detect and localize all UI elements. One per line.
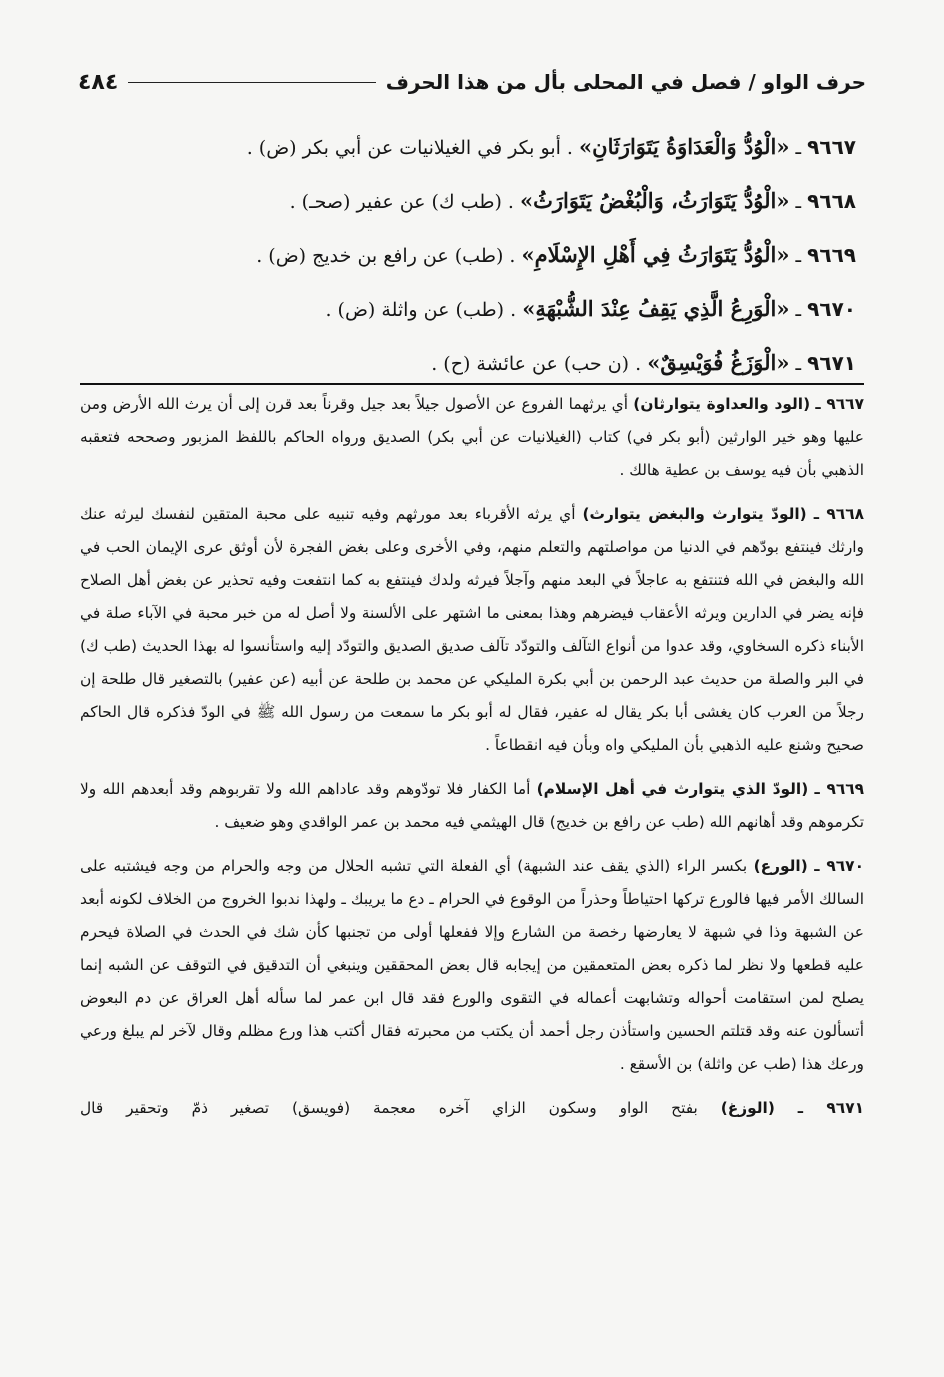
commentary-line: الأعقاب فيضرهم وهذا بمعنى ما اشتهر على الألسنة ولا أصل له من خبر محبة في الآباء صلة في الأبناء [80, 604, 864, 655]
commentary-section [80, 388, 864, 1125]
commentary-line: الشارع وإلا ففعلها أولى من تجنبها كأن شك في الحدث في الصلاة فيحرم عليه قطعها ولا نظر لما ذكره [80, 923, 864, 974]
commentary-line: ما يريبك ـ ولهذا ندبوا الخروج من الخلاف لكونه أبعد عن الشبهة وذا في شبهة لا يعارضها رخصة من [80, 890, 864, 941]
hadith-entry [100, 120, 856, 174]
hadith-text: «الْوَرِعُ الَّذِي يَقِفُ عِنْدَ الشُّبْهَةِ» [522, 296, 790, 321]
hadith-reference: . (طب) عن واثلة (ض) . [325, 299, 517, 321]
hadith-text: «الْوُدُّ يَتَوَارَثُ فِي أَهْلِ الإِسْلَامِ» [521, 242, 790, 267]
commentary-line: تقربوهم وقد أبعدهم الله ولا تكرموهم وقد أهانهم الله (طب عن رافع بن خديج) قال الهيثمي فيه [80, 780, 864, 831]
commentary-number: ٩٦٦٧ ـ [815, 395, 864, 413]
hadith-text: «الْوَزَغُ فُوَيْسِقٌ» [647, 350, 790, 375]
commentary-paragraph [80, 1092, 864, 1125]
commentary-line: بكسر الراء (الذي يقف عند الشبهة) أي الفعلة التي تشبه الحلال من وجه [276, 857, 748, 875]
commentary-line: بفتح الواو وسكون الزاي آخره معجمة (فويسق) تصغير ذمّ وتحقير قال [80, 1099, 698, 1117]
hadith-text: «الْوُدُّ يَتَوَارَثُ، وَالْبُغْضُ يَتَوَارَثُ» [519, 188, 790, 213]
hadith-number: ٩٦٦٩ [807, 243, 856, 267]
footnote-separator [80, 383, 864, 385]
commentary-number: ٩٦٧٠ ـ [814, 857, 864, 875]
hadith-entry [100, 336, 856, 390]
commentary-line: وآجلاً فيرثه ولدك فينتفع به كما انتفعت وفيه تحذير عن بغض أهل الصلاح فإنه يضر في الدارين ويرثه [80, 571, 864, 622]
commentary-paragraph [80, 850, 864, 1081]
commentary-line: بعض المتعمقين من إيجابه قال بعض المحققين وينبغي أن التدقيق في التوقف عن الشبه إنما يصلح لمن [80, 956, 864, 1007]
commentary-line: أي يرثه الأقرباء بعد مورثهم وفيه تنبيه على محبة [255, 505, 576, 523]
page-number: ٤٨٤ [78, 69, 119, 95]
hadith-dash: ـ [795, 245, 802, 267]
hadith-reference: . (ن حب) عن عائشة (ح) . [431, 353, 642, 375]
commentary-key: (الود والعداوة يتوارثان) [633, 395, 811, 413]
commentary-line: إلى أن يرث الله الأرض ومن عليها وهو خير الوارثين (أبو بكر في) كتاب (الغيلانيات عن أبي بكر) [80, 395, 864, 446]
running-head: حرف الواو / فصل في المحلى بأل من هذا الحرف [385, 70, 866, 94]
hadith-entry [100, 174, 856, 228]
hadith-dash: ـ [795, 353, 802, 375]
commentary-line: أما الكفار فلا تودّوهم وقد عاداهم الله ولا [266, 780, 531, 798]
hadith-number: ٩٦٧١ [807, 351, 856, 375]
commentary-number: ٩٦٧١ ـ [797, 1099, 864, 1117]
commentary-key: (الوزغ) [720, 1099, 775, 1117]
commentary-line: البعوض أتسألون عنه وقد قتلتم الحسين واستأذن رجل أحمد أن يكتب من محبرته فقال أكتب هذا ورع [80, 989, 864, 1040]
hadith-number: ٩٦٧٠ [807, 297, 856, 321]
commentary-line: استقامت أحواله وتشابهت أعماله في التقوى والورع فقد قال ابن عمر لما سأله أهل العراق عن دم [134, 989, 792, 1007]
commentary-line: مظلم وقال لآخر لم يبلغ ورعي ورعك هذا (طب عن واثلة) بن الأسقع . [80, 1022, 864, 1073]
hadith-entry [100, 282, 856, 336]
hadith-dash: ـ [795, 299, 802, 321]
hadith-dash: ـ [795, 191, 802, 213]
hadith-number: ٩٦٦٨ [807, 189, 856, 213]
commentary-paragraph [80, 773, 864, 839]
hadith-dash: ـ [795, 137, 802, 159]
hadith-reference: . أبو بكر في الغيلانيات عن أبي بكر (ض) . [246, 137, 573, 159]
commentary-line: الصديق ورواه الحاكم باللفظ المزبور وصححه فتعقبه الذهبي بأن فيه يوسف بن عطية هالك . [80, 428, 864, 479]
commentary-number: ٩٦٦٨ ـ [813, 505, 864, 523]
commentary-line: أبو بكر ما سمعت من رسول الله ﷺ في الودّ فذكره قال الحاكم صحيح وشنع عليه الذهبي بأن المليكي [80, 703, 864, 754]
page-header [78, 62, 866, 102]
commentary-key: (الورع) [753, 857, 808, 875]
hadith-entry [100, 228, 856, 282]
commentary-key: (الودّ يتوارث والبغض يتوارث) [582, 505, 807, 523]
commentary-key: (الودّ الذي يتوارث في أهل الإسلام) [536, 780, 809, 798]
commentary-line: أي يرثهما الفروع عن الأصول جيلاً بعد جيل وقرناً بعد قرن [265, 395, 629, 413]
commentary-line: عن أبيه (عن عفير) بالتصغير قال طلحة إن رجلاً من العرب كان يغشى أبا بكر يقال له عفير، فقال له [80, 670, 864, 721]
commentary-line: واه وبأن فيه انقطاعاً . [485, 736, 625, 754]
hadith-reference: . (طب ك) عن عفير (صحـ) . [289, 191, 514, 213]
commentary-number: ٩٦٦٩ ـ [814, 780, 865, 798]
hadith-number: ٩٦٦٧ [807, 135, 856, 159]
hadith-list [100, 120, 856, 390]
commentary-line: وعلى بغض الفجرة لأن أوثق عرى الإيمان الحب في الله والبغض في الله فتنتفع به عاجلاً في البعد منهم [80, 538, 864, 589]
hadith-text: «الْوُدُّ وَالْعَدَاوَةُ يَتَوَارَثَانِ» [579, 134, 790, 159]
commentary-line: بهذا الحديث (طب ك) في البر والصلة من حديث عبد الرحمن بن أبي بكرة المليكي عن محمد بن طلحة [80, 637, 864, 688]
header-rule [128, 82, 375, 83]
commentary-line: ذكره السخاوي، وقد عدوا من أنواع التآلف والتودّد تآلف صديق الصديق والتودّد إليه واستأنسوا له [222, 637, 826, 655]
hadith-reference: . (طب) عن رافع بن خديج (ض) . [256, 245, 516, 267]
commentary-line: المتقين لنفسك ليرثه عنك وارثك فينتفع بودّهم في الدنيا من مواصلتهم والتعلم منهم، وفي الأخرى [80, 505, 864, 556]
commentary-line: محمد بن عمر الواقدي وهو ضعيف . [214, 813, 440, 831]
commentary-paragraph [80, 498, 864, 762]
commentary-line: والحرام من وجه فيشتبه على السالك الأمر فيها فالورع تركها احتياطاً وحذراً من الوقوع في الحرام ـ دع [80, 857, 864, 908]
commentary-paragraph [80, 388, 864, 487]
